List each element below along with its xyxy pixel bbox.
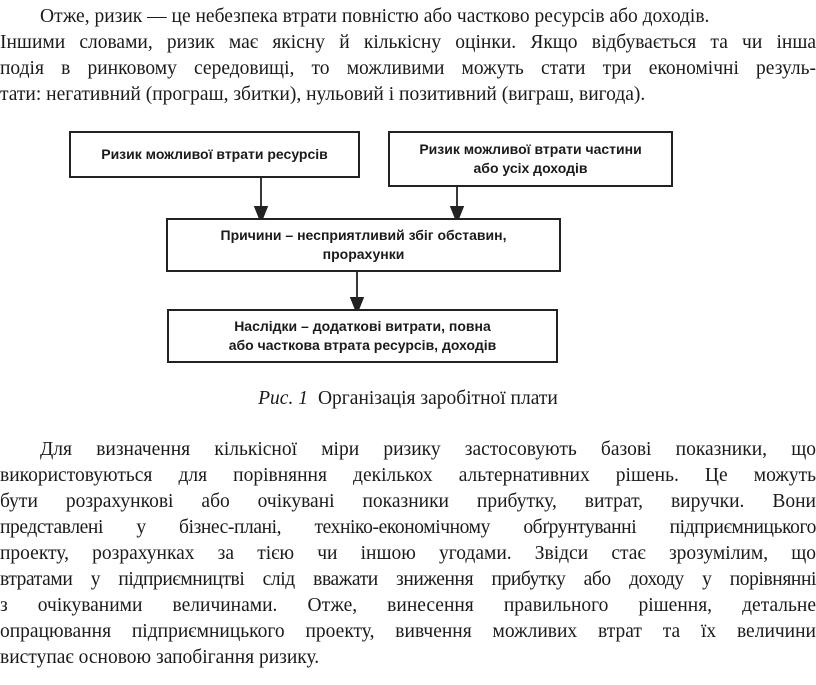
text-line: бути розрахункові або очікувані показники прибутку, витрат, виручки. Вони bbox=[0, 491, 816, 512]
text-line: Для визначення кількісної міри ризику застосовують базові показники, що bbox=[40, 439, 816, 460]
text-line: опрацювання підприємницького проекту, вивчення можливих втрат та їх величини bbox=[0, 621, 816, 642]
text-line: Іншими словами, ризик має якісну й кількісну оцінки. Якщо відбувається та чи інша bbox=[0, 32, 816, 53]
text-line: проекту, розрахунках за тією чи іншою угодами. Звідси стає зрозумілим, що bbox=[0, 543, 816, 564]
text-line: Отже, ризик — це небезпека втрати повністю або частково ресурсів або доходів. bbox=[40, 6, 710, 27]
box-label-line: або часткова втрата ресурсів, доходів bbox=[228, 337, 497, 353]
box-label-line: Наслідки – додаткові витрати, повна bbox=[234, 318, 491, 334]
text-line: подія в ринковому середовищі, то можливими можуть стати три економічні резуль- bbox=[0, 58, 816, 79]
box-label-line: Ризик можливої втрати частини bbox=[419, 141, 642, 157]
box-label-line: або усіх доходів bbox=[473, 160, 588, 176]
box-risk-income bbox=[388, 131, 673, 187]
box-consequences bbox=[167, 309, 558, 363]
box-risk-resources bbox=[69, 131, 360, 178]
figure-caption bbox=[0, 386, 816, 412]
figure-title: Організація заробітної плати bbox=[317, 388, 558, 409]
text-line: з очікуваними величинами. Отже, винесення правильного рішення, детальне bbox=[0, 595, 816, 616]
text-line: виступає основою запобігання ризику. bbox=[0, 647, 320, 668]
box-causes bbox=[166, 218, 561, 272]
box-label-line: Причини – несприятливий збіг обставин, bbox=[220, 227, 507, 243]
text-line: представлені у бізнес-плані, техніко-економічному обґрунтуванні підприємницького bbox=[0, 517, 816, 538]
text-line: тати: негативний (програш, збитки), нульовий і позитивний (виграш, вигода). bbox=[0, 84, 646, 105]
box-label-line: прорахунки bbox=[322, 246, 405, 262]
text-line: використовуються для порівняння декількох альтернативних рішень. Це можуть bbox=[0, 465, 816, 486]
box-label: Ризик можливої втрати ресурсів bbox=[101, 146, 328, 162]
figure-number: Рис. 1 bbox=[258, 388, 308, 409]
text-line: втратами у підприємництві слід вважати зниження прибутку або доходу у порівнянні bbox=[0, 569, 816, 590]
